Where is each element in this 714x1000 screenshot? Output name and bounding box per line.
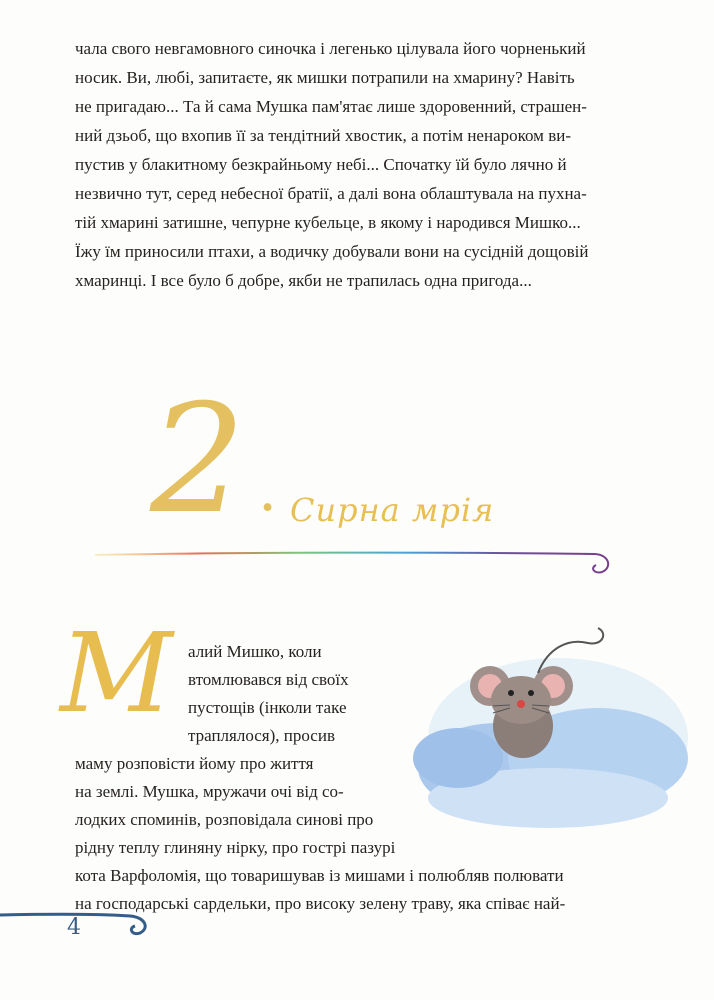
top-paragraph — [75, 34, 665, 295]
body-narrow — [188, 638, 388, 750]
text-line: не пригадаю... Та й сама Мушка пам'ятає лише здоровенний, страшен- — [75, 97, 587, 116]
rainbow-divider — [90, 540, 620, 580]
text-line: кота Варфоломія, що товаришував із мишами і полюбляв полювати — [75, 866, 564, 885]
text-line: незвично тут, серед небесної братії, а далі вона облаштувала на пухна- — [75, 184, 587, 203]
text-line: носик. Ви, любі, запитаєте, як мишки потрапили на хмарину? Навіть — [75, 68, 575, 87]
body-full — [75, 862, 665, 918]
text-line: рідну теплу глиняну нірку, про гострі пазурі — [75, 838, 396, 857]
drop-cap: М — [60, 609, 173, 737]
text-line: Їжу їм приносили птахи, а водичку добували вони на сусідній дощовій — [75, 242, 589, 261]
text-line: маму розповісти йому про життя — [75, 754, 314, 773]
page-number: 4 — [67, 915, 81, 940]
text-line: на землі. Мушка, мружачи очі від со- — [75, 782, 344, 801]
text-line: хмаринці. І все було б добре, якби не трапилась одна пригода... — [75, 271, 532, 290]
mouse-on-cloud-illustration — [398, 618, 698, 828]
text-line: на господарські сардельки, про високу зелену траву, яка співає най- — [75, 894, 566, 913]
text-line: втомлювався від своїх — [188, 670, 349, 689]
text-line: ний дзьоб, що вхопив її за тендітний хвостик, а потім ненароком ви- — [75, 126, 571, 145]
text-line: пустив у блакитному безкрайньому небі... Спочатку їй було лячно й — [75, 155, 567, 174]
chapter-title: Сирна мрія — [290, 491, 495, 529]
chapter-dot: . — [258, 455, 278, 525]
text-line: алий Мишко, коли — [188, 642, 322, 661]
body-mid — [75, 750, 415, 862]
text-line: лодких споминів, розповідала синові про — [75, 810, 374, 829]
text-line: траплялося), просив — [188, 726, 335, 745]
text-line: тій хмарині затишне, чепурне кубельце, в якому і народився Мишко... — [75, 213, 581, 232]
chapter-number: 2 — [150, 373, 246, 547]
text-line: чала свого невгамовного синочка і легенько цілувала його чорненький — [75, 39, 586, 58]
text-line: пустощів (інколи таке — [188, 698, 347, 717]
